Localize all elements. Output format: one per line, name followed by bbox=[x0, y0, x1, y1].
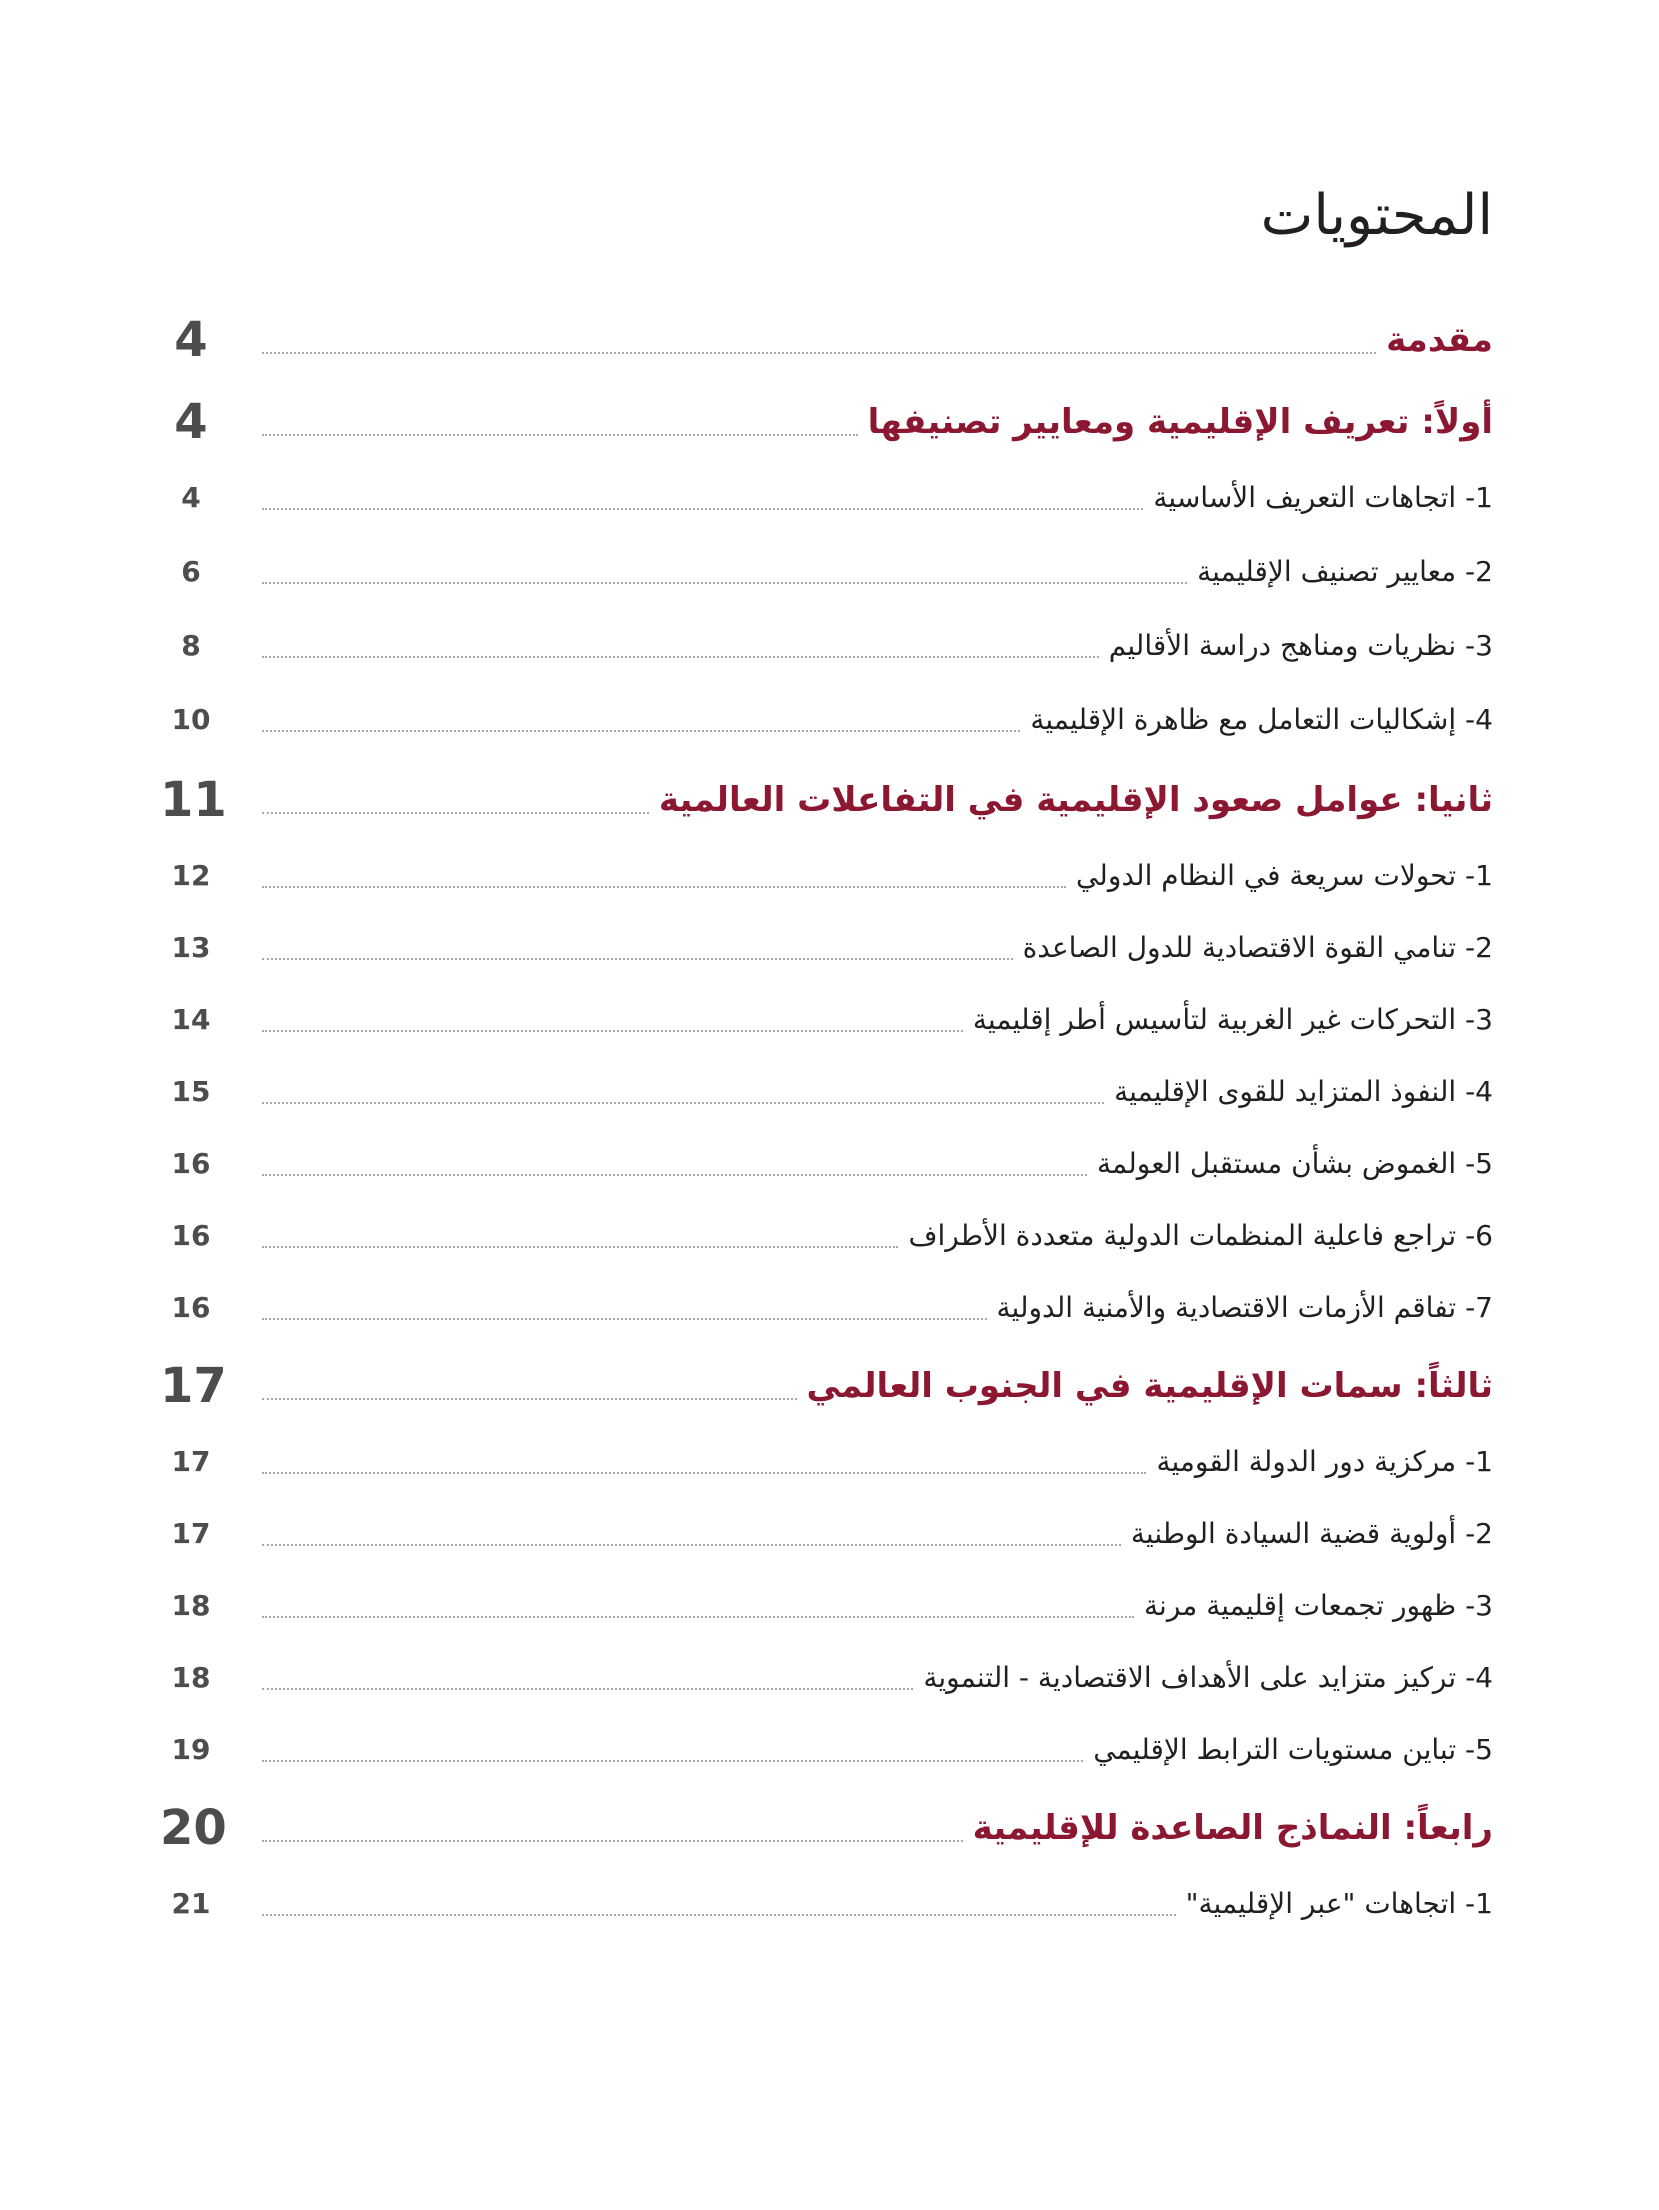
toc-entry-label: 4- تركيز متزايد على الأهداف الاقتصادية - التنموية bbox=[923, 1661, 1493, 1694]
leader-dots bbox=[262, 886, 1066, 888]
toc-entry[interactable] bbox=[160, 394, 1493, 450]
toc-entry[interactable] bbox=[160, 700, 1493, 740]
toc-page-number: 4 bbox=[174, 394, 208, 450]
leader-dots bbox=[262, 1472, 1146, 1474]
toc-page-number: 17 bbox=[160, 1358, 227, 1414]
toc-page-number: 16 bbox=[171, 1219, 211, 1252]
toc-entry-label: 5- تباين مستويات الترابط الإقليمي bbox=[1093, 1733, 1493, 1766]
toc-entry-label: 2- تنامي القوة الاقتصادية للدول الصاعدة bbox=[1022, 931, 1493, 964]
page-title: المحتويات bbox=[1260, 183, 1493, 248]
toc-page-number: 8 bbox=[181, 629, 201, 662]
leader-dots bbox=[262, 1398, 797, 1400]
toc-entry-label: 3- ظهور تجمعات إقليمية مرنة bbox=[1144, 1589, 1493, 1622]
toc-entry-label: رابعاً: النماذج الصاعدة للإقليمية bbox=[972, 1808, 1493, 1848]
toc-entry[interactable] bbox=[160, 1586, 1493, 1626]
toc-page-number: 16 bbox=[171, 1291, 211, 1324]
toc-entry[interactable] bbox=[160, 1358, 1493, 1414]
toc-page-number: 10 bbox=[171, 703, 211, 736]
toc-entry-label: 3- نظريات ومناهج دراسة الأقاليم bbox=[1108, 629, 1493, 662]
leader-dots bbox=[262, 1840, 963, 1842]
leader-dots bbox=[262, 1318, 987, 1320]
leader-dots bbox=[262, 1174, 1087, 1176]
toc-entry[interactable] bbox=[160, 312, 1493, 368]
toc-page-number: 18 bbox=[171, 1661, 211, 1694]
leader-dots bbox=[262, 1688, 913, 1690]
toc-entry[interactable] bbox=[160, 1288, 1493, 1328]
toc-entry[interactable] bbox=[160, 552, 1493, 592]
toc-page-number: 14 bbox=[171, 1003, 211, 1036]
toc-entry-label: ثالثاً: سمات الإقليمية في الجنوب العالمي bbox=[806, 1366, 1493, 1406]
toc-entry[interactable] bbox=[160, 1658, 1493, 1698]
leader-dots bbox=[262, 352, 1376, 354]
toc-entry[interactable] bbox=[160, 478, 1493, 518]
toc-entry-label: 2- معايير تصنيف الإقليمية bbox=[1197, 555, 1493, 588]
toc-page-number: 21 bbox=[171, 1887, 211, 1920]
toc-entry[interactable] bbox=[160, 1216, 1493, 1256]
toc-entry[interactable] bbox=[160, 772, 1493, 828]
toc-entry[interactable] bbox=[160, 1730, 1493, 1770]
leader-dots bbox=[262, 508, 1143, 510]
leader-dots bbox=[262, 1544, 1121, 1546]
toc-entry-label: مقدمة bbox=[1386, 320, 1493, 360]
toc-page-number: 6 bbox=[181, 555, 201, 588]
toc-entry[interactable] bbox=[160, 1000, 1493, 1040]
leader-dots bbox=[262, 730, 1020, 732]
toc-entry-label: 1- اتجاهات التعريف الأساسية bbox=[1153, 481, 1493, 514]
toc-entry-label: 1- اتجاهات "عبر الإقليمية" bbox=[1185, 1887, 1493, 1920]
toc-entry[interactable] bbox=[160, 626, 1493, 666]
toc-page-number: 17 bbox=[171, 1517, 211, 1550]
toc-entry[interactable] bbox=[160, 1884, 1493, 1924]
toc-entry[interactable] bbox=[160, 1800, 1493, 1856]
toc-entry-label: 4- إشكاليات التعامل مع ظاهرة الإقليمية bbox=[1030, 703, 1493, 736]
toc-page-number: 15 bbox=[171, 1075, 211, 1108]
leader-dots bbox=[262, 1030, 963, 1032]
toc-page-number: 11 bbox=[160, 772, 227, 828]
toc-entry[interactable] bbox=[160, 856, 1493, 896]
toc-entry-label: 1- مركزية دور الدولة القومية bbox=[1156, 1445, 1493, 1478]
toc-entry-label: ثانيا: عوامل صعود الإقليمية في التفاعلات العالمية bbox=[658, 780, 1493, 820]
leader-dots bbox=[262, 582, 1187, 584]
leader-dots bbox=[262, 1616, 1134, 1618]
leader-dots bbox=[262, 434, 858, 436]
leader-dots bbox=[262, 1246, 898, 1248]
toc-entry-label: 3- التحركات غير الغربية لتأسيس أطر إقليمية bbox=[972, 1003, 1493, 1036]
leader-dots bbox=[262, 812, 649, 814]
toc-entry-label: 7- تفاقم الأزمات الاقتصادية والأمنية الدولية bbox=[996, 1291, 1493, 1324]
leader-dots bbox=[262, 656, 1099, 658]
toc-entry-label: 6- تراجع فاعلية المنظمات الدولية متعددة الأطراف bbox=[908, 1219, 1493, 1252]
toc-page-number: 17 bbox=[171, 1445, 211, 1478]
toc-page-number: 4 bbox=[174, 312, 208, 368]
toc-page-number: 16 bbox=[171, 1147, 211, 1180]
toc-page-number: 19 bbox=[171, 1733, 211, 1766]
toc-page-number: 12 bbox=[171, 859, 211, 892]
toc-entry-label: 1- تحولات سريعة في النظام الدولي bbox=[1075, 859, 1493, 892]
toc-page-number: 18 bbox=[171, 1589, 211, 1622]
toc-entry[interactable] bbox=[160, 1072, 1493, 1112]
toc-entry[interactable] bbox=[160, 928, 1493, 968]
leader-dots bbox=[262, 958, 1013, 960]
leader-dots bbox=[262, 1102, 1104, 1104]
toc-page-number: 4 bbox=[181, 481, 201, 514]
leader-dots bbox=[262, 1914, 1176, 1916]
toc-entry-label: أولاً: تعريف الإقليمية ومعايير تصنيفها bbox=[867, 402, 1493, 442]
toc-entry[interactable] bbox=[160, 1514, 1493, 1554]
toc-entry[interactable] bbox=[160, 1144, 1493, 1184]
toc-entry-label: 4- النفوذ المتزايد للقوى الإقليمية bbox=[1114, 1075, 1493, 1108]
toc-page-number: 13 bbox=[171, 931, 211, 964]
leader-dots bbox=[262, 1760, 1083, 1762]
toc-page-number: 20 bbox=[160, 1800, 227, 1856]
toc-entry[interactable] bbox=[160, 1442, 1493, 1482]
toc-entry-label: 5- الغموض بشأن مستقبل العولمة bbox=[1097, 1147, 1493, 1180]
toc-entry-label: 2- أولوية قضية السيادة الوطنية bbox=[1130, 1517, 1493, 1550]
